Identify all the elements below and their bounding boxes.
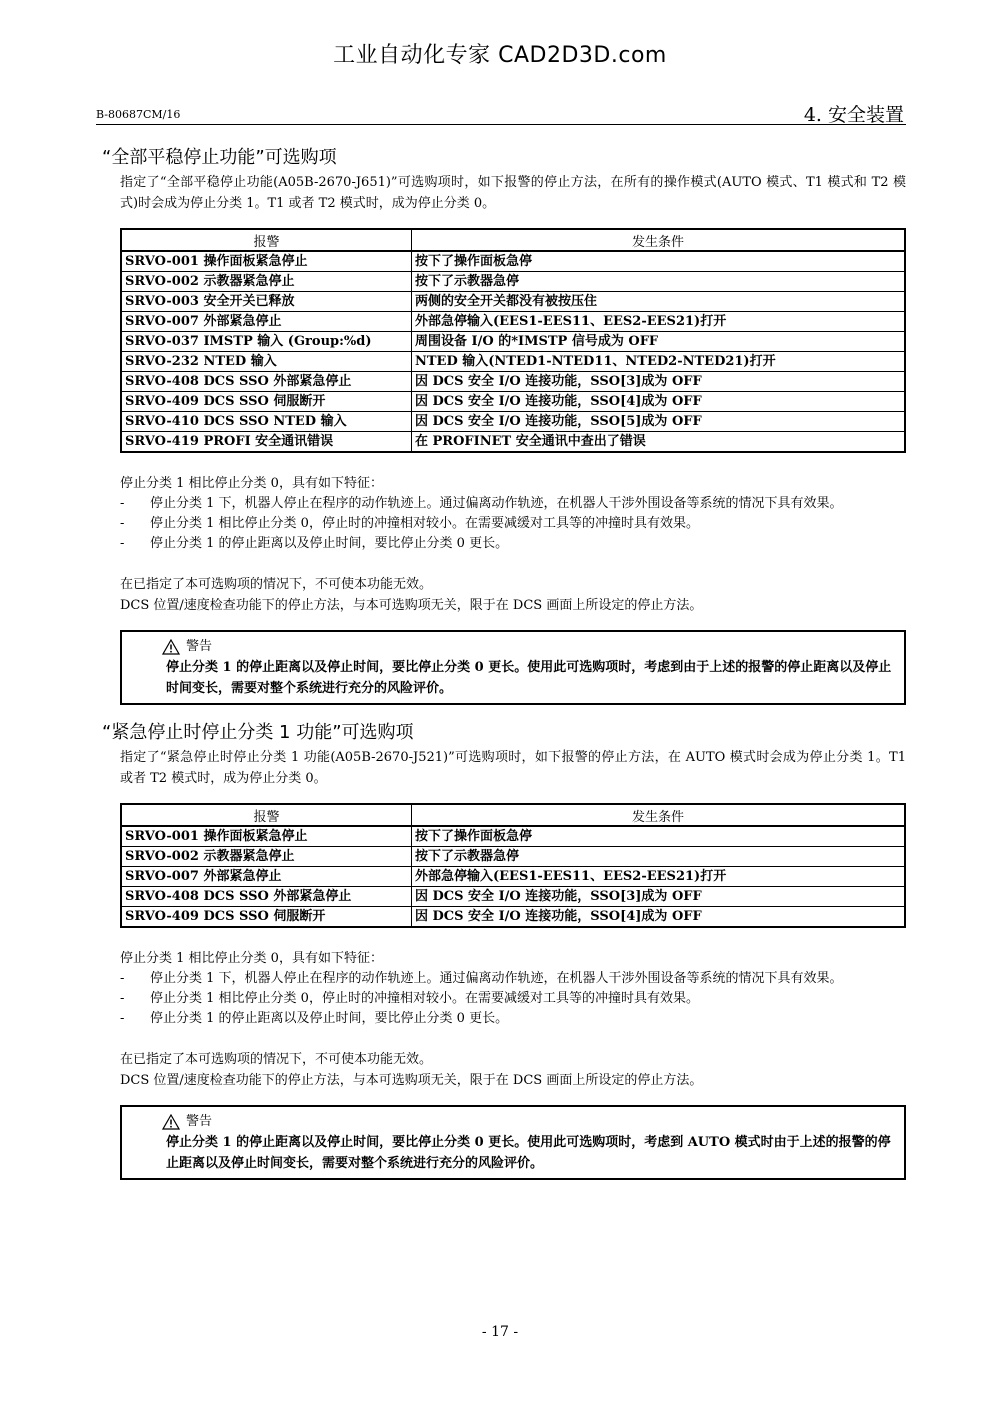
header-condition: 发生条件 bbox=[412, 229, 906, 251]
list-item: - 停止分类 1 下，机器人停止在程序的动作轨迹上。通过偏离动作轨迹，在机器人干涉外围设备等系统的情况下具有效果。 bbox=[120, 971, 843, 986]
warning-label: 警告 bbox=[186, 639, 213, 654]
condition-cell: 按下了示教器急停 bbox=[412, 847, 906, 867]
condition-cell: 外部急停输入(EES1-EES11、EES2-EES21)打开 bbox=[412, 312, 906, 332]
page-number: - 17 - bbox=[481, 1324, 519, 1340]
alarm-cell: SRVO-007 外部紧急停止 bbox=[121, 867, 412, 887]
table-row bbox=[121, 272, 905, 292]
table-row bbox=[121, 867, 905, 887]
section1-feature-list bbox=[120, 494, 906, 554]
alarm-cell: SRVO-001 操作面板紧急停止 bbox=[121, 251, 412, 272]
condition-cell: 两侧的安全开关都没有被按压住 bbox=[412, 292, 906, 312]
alarm-cell: SRVO-408 DCS SSO 外部紧急停止 bbox=[121, 887, 412, 907]
table-row bbox=[121, 392, 905, 412]
condition-cell: 因 DCS 安全 I/O 连接功能，SSO[5]成为 OFF bbox=[412, 412, 906, 432]
alarm-cell: SRVO-037 IMSTP 输入 (Group:%d) bbox=[121, 332, 412, 352]
table-row bbox=[121, 907, 905, 928]
table-header-row bbox=[121, 804, 905, 826]
section1-warning-box bbox=[120, 630, 906, 705]
alarm-cell: SRVO-002 示教器紧急停止 bbox=[121, 847, 412, 867]
alarm-cell: SRVO-001 操作面板紧急停止 bbox=[121, 826, 412, 847]
section1-note1: 在已指定了本可选购项的情况下，不可使本功能无效。 bbox=[120, 577, 433, 592]
table-row bbox=[121, 251, 905, 272]
alarm-cell: SRVO-410 DCS SSO NTED 输入 bbox=[121, 412, 412, 432]
table-row bbox=[121, 312, 905, 332]
condition-cell: 外部急停输入(EES1-EES11、EES2-EES21)打开 bbox=[412, 867, 906, 887]
table-row bbox=[121, 292, 905, 312]
condition-cell: 因 DCS 安全 I/O 连接功能，SSO[3]成为 OFF bbox=[412, 372, 906, 392]
section1-title: “全部平稳停止功能”可选购项 bbox=[102, 147, 337, 168]
condition-cell: NTED 输入(NTED1-NTED11、NTED2-NTED21)打开 bbox=[412, 352, 906, 372]
warning-triangle-icon bbox=[162, 1114, 180, 1130]
page-content bbox=[96, 140, 906, 1180]
list-item: - 停止分类 1 相比停止分类 0，停止时的冲撞相对较小。在需要减缓对工具等的冲撞时具有效果。 bbox=[120, 991, 699, 1006]
list-item: - 停止分类 1 下，机器人停止在程序的动作轨迹上。通过偏离动作轨迹，在机器人干涉外围设备等系统的情况下具有效果。 bbox=[120, 496, 843, 511]
condition-cell: 按下了示教器急停 bbox=[412, 272, 906, 292]
table-row bbox=[121, 412, 905, 432]
section2-feature-list bbox=[120, 969, 906, 1029]
header-alarm: 报警 bbox=[121, 229, 412, 251]
warning-text: 停止分类 1 的停止距离以及停止时间，要比停止分类 0 更长。使用此可选购项时，考虑到由于上述的报警的停止距离以及停止时间变长，需要对整个系统进行充分的风险评价。 bbox=[166, 660, 892, 696]
condition-cell: 因 DCS 安全 I/O 连接功能，SSO[4]成为 OFF bbox=[412, 907, 906, 928]
table-row bbox=[121, 352, 905, 372]
section1-alarm-table bbox=[120, 228, 906, 453]
condition-cell: 按下了操作面板急停 bbox=[412, 251, 906, 272]
list-item: - 停止分类 1 的停止距离以及停止时间，要比停止分类 0 更长。 bbox=[120, 536, 509, 551]
section2-alarm-table bbox=[120, 803, 906, 928]
alarm-cell: SRVO-232 NTED 输入 bbox=[121, 352, 412, 372]
condition-cell: 因 DCS 安全 I/O 连接功能，SSO[3]成为 OFF bbox=[412, 887, 906, 907]
section2-title: “紧急停止时停止分类 1 功能”可选购项 bbox=[102, 722, 414, 743]
section1-note2: DCS 位置/速度检查功能下的停止方法，与本可选购项无关，限于在 DCS 画面上所设定的停止方法。 bbox=[120, 598, 703, 613]
warning-text: 停止分类 1 的停止距离以及停止时间，要比停止分类 0 更长。使用此可选购项时，考虑到 AUTO 模式时由于上述的报警的停止距离以及停止时间变长，需要对整个系统进行充分的风险评价。 bbox=[166, 1135, 891, 1171]
header-alarm: 报警 bbox=[121, 804, 412, 826]
alarm-cell: SRVO-003 安全开关已释放 bbox=[121, 292, 412, 312]
section2-note1: 在已指定了本可选购项的情况下，不可使本功能无效。 bbox=[120, 1052, 433, 1067]
condition-cell: 按下了操作面板急停 bbox=[412, 826, 906, 847]
section2-note2: DCS 位置/速度检查功能下的停止方法，与本可选购项无关，限于在 DCS 画面上所设定的停止方法。 bbox=[120, 1073, 703, 1088]
table-row bbox=[121, 432, 905, 453]
alarm-cell: SRVO-419 PROFI 安全通讯错误 bbox=[121, 432, 412, 453]
doc-id: B-80687CM/16 bbox=[96, 108, 181, 121]
section2-features-intro: 停止分类 1 相比停止分类 0，具有如下特征： bbox=[120, 951, 383, 966]
list-item: - 停止分类 1 的停止距离以及停止时间，要比停止分类 0 更长。 bbox=[120, 1011, 509, 1026]
header-condition: 发生条件 bbox=[412, 804, 906, 826]
table-row bbox=[121, 332, 905, 352]
section2-intro: 指定了“紧急停止时停止分类 1 功能(A05B-2670-J521)”可选购项时，如下报警的停止方法，在 AUTO 模式时会成为停止分类 1。T1 或者 T2 模式时，成为停止分类 0。 bbox=[120, 750, 906, 786]
warning-triangle-icon bbox=[162, 639, 180, 655]
header-rule bbox=[96, 124, 906, 125]
warning-label: 警告 bbox=[186, 1114, 213, 1129]
condition-cell: 因 DCS 安全 I/O 连接功能，SSO[4]成为 OFF bbox=[412, 392, 906, 412]
condition-cell: 在 PROFINET 安全通讯中查出了错误 bbox=[412, 432, 906, 453]
alarm-cell: SRVO-409 DCS SSO 伺服断开 bbox=[121, 392, 412, 412]
table-row bbox=[121, 847, 905, 867]
list-item: - 停止分类 1 相比停止分类 0，停止时的冲撞相对较小。在需要减缓对工具等的冲撞时具有效果。 bbox=[120, 516, 699, 531]
section1-features-intro: 停止分类 1 相比停止分类 0，具有如下特征： bbox=[120, 476, 383, 491]
chapter-title: 4. 安全装置 bbox=[803, 104, 904, 126]
watermark-text: 工业自动化专家 CAD2D3D.com bbox=[333, 43, 667, 68]
alarm-cell: SRVO-007 外部紧急停止 bbox=[121, 312, 412, 332]
table-header-row bbox=[121, 229, 905, 251]
table-row bbox=[121, 826, 905, 847]
table-row bbox=[121, 887, 905, 907]
alarm-cell: SRVO-409 DCS SSO 伺服断开 bbox=[121, 907, 412, 928]
alarm-cell: SRVO-002 示教器紧急停止 bbox=[121, 272, 412, 292]
alarm-cell: SRVO-408 DCS SSO 外部紧急停止 bbox=[121, 372, 412, 392]
section1-intro: 指定了“全部平稳停止功能(A05B-2670-J651)”可选购项时，如下报警的停止方法，在所有的操作模式(AUTO 模式、T1 模式和 T2 模式)时会成为停止分类 1。T1 或者 T2 模式时，成为停止分类 0。 bbox=[120, 175, 906, 211]
condition-cell: 周围设备 I/O 的*IMSTP 信号成为 OFF bbox=[412, 332, 906, 352]
table-row bbox=[121, 372, 905, 392]
section2-warning-box bbox=[120, 1105, 906, 1180]
